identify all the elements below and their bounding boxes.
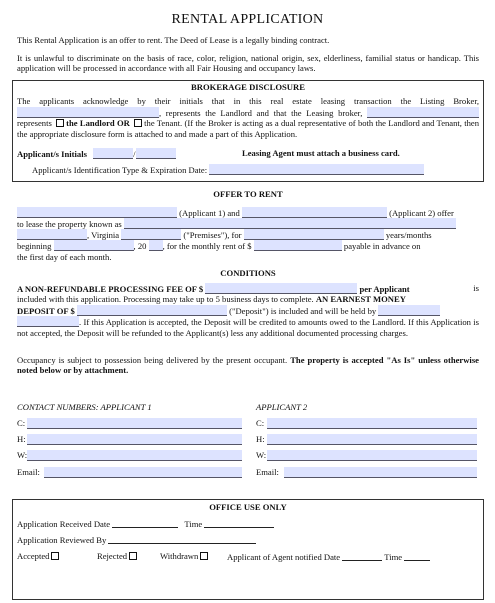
applicant2-name-field[interactable] xyxy=(242,207,387,218)
agent-card-note: Leasing Agent must attach a business card. xyxy=(242,148,400,158)
premises-label: ("Premises"), for xyxy=(183,230,242,240)
offer-line-4 xyxy=(17,240,479,251)
contact-row-home xyxy=(17,434,479,444)
brokerage-text-2: , represents the Landlord and that the Leasing broker, xyxy=(159,107,363,118)
landlord-option: the Landlord OR xyxy=(66,118,130,129)
identification-field[interactable] xyxy=(209,164,424,175)
lease-property-label: to lease the property known as xyxy=(17,219,122,229)
listing-broker-field[interactable] xyxy=(17,107,159,118)
beginning-label: beginning xyxy=(17,241,52,251)
notified-group xyxy=(227,551,430,562)
contact-row-work xyxy=(17,450,479,460)
beginning-date-field[interactable] xyxy=(54,240,134,251)
term-unit-label: years/months xyxy=(385,230,432,240)
deposit-label: DEPOSIT OF $ xyxy=(17,306,75,316)
reviewed-by-line[interactable] xyxy=(108,534,256,544)
monthly-rent-label: , for the monthly rent of $ xyxy=(162,241,252,251)
identification-row xyxy=(32,164,494,175)
initials-field-2[interactable] xyxy=(136,148,176,159)
applicant2-home-label: H: xyxy=(256,434,265,444)
contact-row-cell xyxy=(17,418,479,428)
premises-field[interactable] xyxy=(121,229,181,240)
earnest-money-label: AN EARNEST MONEY xyxy=(315,294,406,304)
city-field[interactable] xyxy=(17,229,87,240)
occupancy-text: Occupancy is subject to possession being delivered by the present occupant. xyxy=(17,355,288,365)
notified-time-line[interactable] xyxy=(404,551,430,561)
notified-time-label: Time xyxy=(384,552,403,562)
initials-label: Applicant/s Initials xyxy=(17,149,87,159)
applicant1-work-field[interactable] xyxy=(27,450,242,461)
conditions-heading: CONDITIONS xyxy=(220,268,276,278)
applicant2-work-label: W: xyxy=(256,450,267,460)
notified-label: Applicant of Agent notified Date xyxy=(227,552,341,562)
tenant-option: the Tenant. xyxy=(144,118,183,129)
notified-date-line[interactable] xyxy=(342,551,382,561)
reviewed-by-label: Application Reviewed By xyxy=(17,535,107,545)
intro-line: This Rental Application is an offer to rent. The Deed of Lease is a legally binding contract. xyxy=(17,35,330,45)
offer-line-3 xyxy=(17,229,479,240)
brokerage-text-1: The applicants acknowledge by their initials that in this real estate leasing transaction the Listing Broker, xyxy=(17,96,479,106)
office-received-row xyxy=(17,518,479,529)
office-reviewed-row xyxy=(17,534,479,545)
deposit-amount-field[interactable] xyxy=(77,305,227,316)
applicant1-cell-field[interactable] xyxy=(27,418,242,429)
property-address-field[interactable] xyxy=(124,218,456,229)
accepted-checkbox[interactable] xyxy=(51,552,59,560)
contact-applicant1-title: CONTACT NUMBERS: APPLICANT 1 xyxy=(17,402,152,412)
fee-is-label: is xyxy=(473,283,479,293)
applicant2-cell-label: C: xyxy=(256,418,265,428)
page-title: RENTAL APPLICATION xyxy=(171,12,324,27)
contact-row-email xyxy=(17,467,479,477)
contact-applicant2-title: APPLICANT 2 xyxy=(256,402,308,412)
deposit-text: ("Deposit") is included and will be held by xyxy=(229,306,377,316)
applicant1-email-field[interactable] xyxy=(44,467,242,478)
occupancy-terms xyxy=(17,355,479,376)
applicant1-home-field[interactable] xyxy=(27,434,242,445)
processing-text: included with this application. Processing may take up to 5 business days to complete. xyxy=(17,294,314,304)
received-time-line[interactable] xyxy=(204,518,274,528)
withdrawn-checkbox[interactable] xyxy=(200,552,208,560)
offer-line-1 xyxy=(17,207,479,218)
rejected-checkbox[interactable] xyxy=(129,552,137,560)
brokerage-text-4: (If the Broker is acting as a dual representative of both the Landlord and Tenant, then the appropriate disclosure form is attached to and made a part of this Application. xyxy=(17,118,480,139)
initials-field-1[interactable] xyxy=(93,148,136,159)
deposit-terms xyxy=(17,316,479,338)
withdrawn-group xyxy=(160,551,210,561)
applicant1-cell-label: C: xyxy=(17,418,26,428)
identification-label: Applicant/s Identification Type & Expiration Date: xyxy=(32,165,208,175)
deposit-holder-continued-field[interactable] xyxy=(17,316,79,327)
deposit-terms-text: . If this Application is accepted, the Deposit will be credited to amounts owed to the Landlord. If this Application is not accepted, the Deposit will be refunded to the Applicant(s) less any additional documented processing charges. xyxy=(17,317,479,338)
applicant1-email-label: Email: xyxy=(17,467,40,477)
term-field[interactable] xyxy=(244,229,384,240)
leasing-broker-field[interactable] xyxy=(367,107,479,118)
office-status-row xyxy=(17,551,479,561)
brokerage-text-3: represents xyxy=(17,118,52,129)
deposit-holder-field[interactable] xyxy=(378,305,440,316)
per-applicant-label: per Applicant xyxy=(359,284,410,294)
accepted-label: Accepted xyxy=(17,551,50,561)
as-is-text: The property is accepted "As Is" unless otherwise noted below or by attachment. xyxy=(17,355,479,376)
rejected-group xyxy=(97,551,139,561)
initials-separator: / xyxy=(133,149,136,159)
monthly-rent-field[interactable] xyxy=(254,240,342,251)
initials-row xyxy=(17,148,479,159)
brokerage-heading: BROKERAGE DISCLOSURE xyxy=(191,82,305,92)
applicant2-home-field[interactable] xyxy=(267,434,477,445)
virginia-label: , Virginia xyxy=(87,230,120,240)
applicant2-email-field[interactable] xyxy=(284,467,477,478)
applicant2-cell-field[interactable] xyxy=(267,418,477,429)
rejected-label: Rejected xyxy=(97,551,128,561)
landlord-checkbox[interactable] xyxy=(56,119,64,127)
received-date-line[interactable] xyxy=(112,518,178,528)
applicant1-home-label: H: xyxy=(17,434,26,444)
received-time-label: Time xyxy=(184,519,203,529)
received-date-label: Application Received Date xyxy=(17,519,111,529)
deposit-line xyxy=(17,305,479,316)
offer-heading: OFFER TO RENT xyxy=(213,189,283,199)
applicant1-label: (Applicant 1) and xyxy=(179,208,240,218)
brokerage-paragraph xyxy=(17,96,479,140)
year-field[interactable] xyxy=(149,240,163,251)
applicant2-label: (Applicant 2) offer xyxy=(389,208,454,218)
office-heading: OFFICE USE ONLY xyxy=(209,502,287,512)
withdrawn-label: Withdrawn xyxy=(160,551,199,561)
processing-fee-field[interactable] xyxy=(205,283,357,294)
processing-line xyxy=(17,294,479,304)
fee-line xyxy=(17,283,479,294)
fee-label: A NON-REFUNDABLE PROCESSING FEE OF $ xyxy=(17,284,204,294)
year-prefix: , 20 xyxy=(133,241,147,251)
offer-line-2 xyxy=(17,218,479,229)
fair-housing-notice: It is unlawful to discriminate on the basis of race, color, religion, national origin, sex, elderliness, familial status or handicap. This application will be processed in accordance with all Fair Housing and occupancy laws. xyxy=(17,53,479,74)
applicant2-email-label: Email: xyxy=(256,467,279,477)
applicant1-name-field[interactable] xyxy=(17,207,177,218)
applicant1-work-label: W: xyxy=(17,450,28,460)
office-use-box xyxy=(12,499,484,600)
applicant2-work-field[interactable] xyxy=(267,450,477,461)
payable-label: payable in advance on xyxy=(343,241,421,251)
first-day-line: the first day of each month. xyxy=(17,252,112,262)
tenant-checkbox[interactable] xyxy=(134,119,142,127)
